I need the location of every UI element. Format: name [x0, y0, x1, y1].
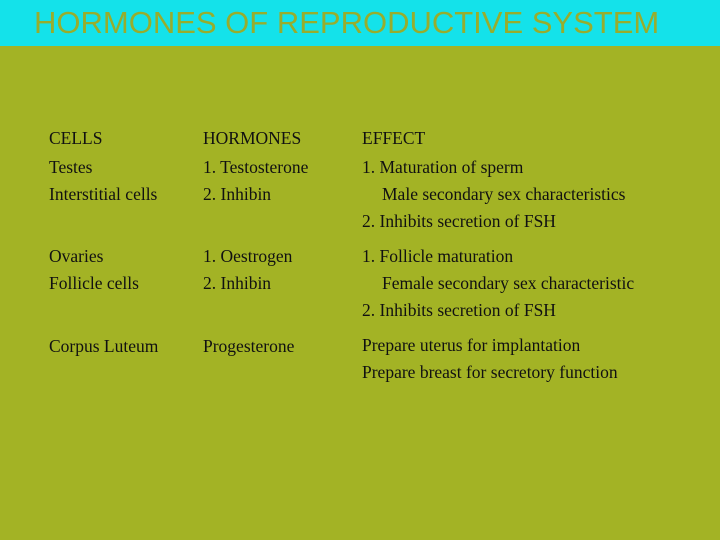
effect-line: 2. Inhibits secretion of FSH	[362, 211, 556, 231]
row-ovaries-hormones	[203, 243, 292, 297]
hormone-line: 1. Oestrogen	[203, 246, 293, 266]
effect-line: 2. Inhibits secretion of FSH	[362, 300, 556, 320]
cell-line: Interstitial cells	[49, 184, 158, 204]
cell-line: Corpus Luteum	[49, 336, 159, 356]
cell-line: Ovaries	[49, 246, 104, 266]
row-corpus-luteum-hormones	[203, 333, 294, 360]
row-testes-cells	[49, 154, 157, 208]
cell-line: Testes	[49, 157, 93, 177]
row-ovaries-effect	[362, 243, 634, 324]
row-testes-effect	[362, 154, 625, 235]
effect-line: Female secondary sex characteristic	[382, 273, 635, 293]
hormone-line: 1. Testosterone	[203, 157, 309, 177]
header-hormones: HORMONES	[203, 128, 302, 148]
hormone-line: 2. Inhibin	[203, 184, 272, 204]
hormone-line: Progesterone	[203, 336, 295, 356]
effect-line: Male secondary sex characteristics	[382, 184, 626, 204]
effect-line: 1. Maturation of sperm	[362, 157, 524, 177]
hormone-line: 2. Inhibin	[203, 273, 272, 293]
cell-line: Follicle cells	[49, 273, 139, 293]
row-corpus-luteum-cells	[49, 333, 158, 360]
effect-line: 1. Follicle maturation	[362, 246, 514, 266]
row-ovaries-cells	[49, 243, 139, 297]
header-cells: CELLS	[49, 128, 103, 148]
row-testes-hormones	[203, 154, 308, 208]
row-corpus-luteum-effect	[362, 332, 618, 386]
effect-line: Prepare breast for secretory function	[362, 362, 618, 382]
title-bar	[0, 0, 720, 46]
effect-line: Prepare uterus for implantation	[362, 335, 581, 355]
header-effect: EFFECT	[362, 128, 426, 148]
slide-title: HORMONES OF REPRODUCTIVE SYSTEM	[34, 5, 660, 40]
